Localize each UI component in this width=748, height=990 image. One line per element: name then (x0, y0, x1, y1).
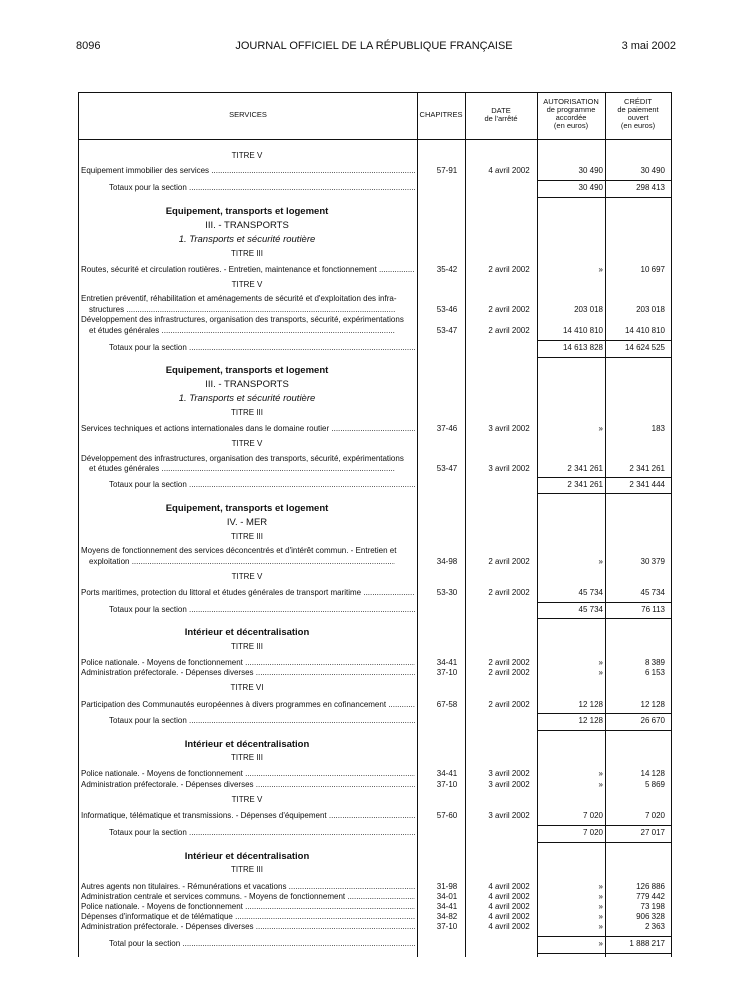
row-date: 2 avril 2002 (488, 326, 530, 335)
row-credit: 30 379 (640, 557, 665, 566)
row-chapter: 37-10 (436, 780, 458, 789)
section-caption: TITRE III (231, 408, 263, 417)
row-date: 4 avril 2002 (488, 922, 530, 931)
row-credit: 8 389 (644, 658, 665, 667)
row-credit: 45 734 (640, 588, 665, 597)
row-credit: 6 153 (644, 668, 665, 677)
section-caption: TITRE III (231, 865, 263, 874)
row-credit: 10 697 (640, 265, 665, 274)
row-label: Autres agents non titulaires. - Rémunérations et vacations ..... (81, 882, 415, 891)
table-row (79, 700, 671, 712)
row-label: Administration préfectorale. - Dépenses diverses ..... (81, 780, 415, 789)
row-date: 4 avril 2002 (488, 166, 530, 175)
row-credit: 2 363 (644, 922, 665, 931)
col-header-date-line: DATE (491, 106, 511, 115)
row-authorisation: » (598, 922, 603, 931)
row-date: 2 avril 2002 (488, 700, 530, 709)
row-chapter: 34-82 (436, 912, 458, 921)
total-row (79, 183, 671, 195)
row-authorisation: 30 490 (578, 166, 603, 175)
row-label: Dépenses d'informatique et de télématique ..... (81, 912, 415, 921)
total-rule (537, 180, 671, 181)
row-authorisation: » (598, 424, 603, 433)
row-chapter: 34-41 (436, 658, 458, 667)
row-credit: 14 410 810 (624, 326, 665, 335)
row-label: Police nationale. - Moyens de fonctionnement ..... (81, 902, 415, 911)
col-header-auth-line: (en euros) (553, 121, 589, 130)
row-authorisation: 14 410 810 (562, 326, 603, 335)
row-authorisation: » (598, 668, 603, 677)
row-date: 2 avril 2002 (488, 588, 530, 597)
row-credit: 76 113 (641, 605, 665, 614)
col-header-credit-line: ouvert (627, 113, 649, 122)
row-label: Routes, sécurité et circulation routières. - Entretien, maintenance et fonctionnement ..... (81, 265, 415, 274)
table-row (79, 588, 671, 600)
row-date: 4 avril 2002 (488, 912, 530, 921)
row-label: Développement des infrastructures, organisation des transports, sécurité, expérimentations (81, 315, 404, 324)
row-label: Totaux pour la section ..... (109, 828, 415, 837)
row-authorisation: » (598, 557, 603, 566)
issue-date: 3 mai 2002 (621, 40, 676, 52)
row-authorisation: » (598, 882, 603, 891)
row-label: Totaux pour la section ..... (109, 716, 415, 725)
table-row (79, 166, 671, 178)
row-label: Administration préfectorale. - Dépenses diverses ..... (81, 922, 415, 931)
row-label: Services techniques et actions internationales dans le domaine routier ..... (81, 424, 415, 433)
row-chapter: 37-10 (436, 922, 458, 931)
row-credit: 26 670 (640, 716, 665, 725)
total-row (79, 939, 671, 951)
total-row (79, 605, 671, 617)
table-row (79, 668, 671, 680)
row-label: Equipement immobilier des services ..... (81, 166, 415, 175)
row-authorisation: 203 018 (574, 305, 603, 314)
row-credit: 2 341 444 (629, 480, 665, 489)
row-date: 4 avril 2002 (488, 892, 530, 901)
total-rule (537, 197, 671, 198)
row-date: 3 avril 2002 (488, 769, 530, 778)
row-authorisation: 12 128 (578, 716, 603, 725)
total-rule (537, 340, 671, 341)
row-authorisation: 14 613 828 (562, 343, 603, 352)
row-authorisation: 7 020 (582, 811, 603, 820)
section-caption: 1. Transports et sécurité routière (178, 234, 316, 245)
section-caption: IV. - MER (226, 517, 268, 528)
row-credit: 12 128 (640, 700, 665, 709)
total-row (79, 480, 671, 492)
table-row (79, 326, 671, 338)
row-label: et études générales ..... (89, 326, 395, 335)
section-caption: TITRE III (231, 753, 263, 762)
row-credit: 30 490 (640, 166, 665, 175)
row-chapter: 34-01 (436, 892, 458, 901)
total-rule (537, 713, 671, 714)
row-date: 2 avril 2002 (488, 557, 530, 566)
total-rule (537, 357, 671, 358)
row-authorisation: » (598, 939, 603, 948)
table-row (79, 557, 671, 569)
row-authorisation: 45 734 (578, 605, 603, 614)
row-authorisation: » (598, 658, 603, 667)
row-authorisation: 45 734 (578, 588, 603, 597)
total-rule (537, 730, 671, 731)
row-authorisation: » (598, 265, 603, 274)
ministry-caption: Intérieur et décentralisation (184, 739, 310, 750)
row-credit: 1 888 217 (629, 939, 665, 948)
table-row (79, 922, 671, 934)
row-authorisation: » (598, 769, 603, 778)
row-chapter: 53-30 (436, 588, 458, 597)
row-date: 2 avril 2002 (488, 668, 530, 677)
row-chapter: 37-46 (436, 424, 458, 433)
section-caption: TITRE III (231, 249, 263, 258)
row-label: Informatique, télématique et transmissions. - Dépenses d'équipement ..... (81, 811, 415, 820)
total-row (79, 343, 671, 355)
row-date: 3 avril 2002 (488, 424, 530, 433)
header-rule (79, 139, 671, 140)
total-rule (537, 936, 671, 937)
total-rule (537, 477, 671, 478)
table-row (79, 464, 671, 476)
row-chapter: 37-10 (436, 668, 458, 677)
row-label: Développement des infrastructures, organisation des transports, sécurité, expérimentations (81, 454, 404, 463)
ministry-caption: Intérieur et décentralisation (184, 627, 310, 638)
ministry-caption: Equipement, transports et logement (165, 365, 329, 376)
row-chapter: 34-41 (436, 902, 458, 911)
row-credit: 14 624 525 (624, 343, 665, 352)
row-authorisation: 30 490 (578, 183, 603, 192)
row-credit: 183 (651, 424, 665, 433)
row-credit: 73 198 (640, 902, 665, 911)
col-header-chapitres: CHAPITRES (419, 110, 463, 119)
row-chapter: 67-58 (436, 700, 458, 709)
row-label: exploitation ..... (89, 557, 395, 566)
row-credit: 906 328 (636, 912, 665, 921)
table-row (79, 265, 671, 277)
total-row (79, 716, 671, 728)
section-caption: III. - TRANSPORTS (205, 379, 289, 390)
col-header-date (465, 107, 537, 123)
row-credit: 7 020 (644, 811, 665, 820)
row-date: 3 avril 2002 (488, 780, 530, 789)
row-authorisation: » (598, 902, 603, 911)
row-label: Participation des Communautés européennes à divers programmes en cofinancement ..... (81, 700, 415, 709)
row-credit: 2 341 261 (629, 464, 665, 473)
section-caption: TITRE V (231, 572, 263, 581)
row-credit: 5 869 (644, 780, 665, 789)
row-label: Police nationale. - Moyens de fonctionnement ..... (81, 769, 415, 778)
row-chapter: 35-42 (436, 265, 458, 274)
col-header-services: SERVICES (229, 110, 267, 119)
total-rule (537, 493, 671, 494)
page-number: 8096 (76, 40, 101, 52)
row-authorisation: » (598, 780, 603, 789)
col-header-credit-line: CRÉDIT (624, 97, 652, 106)
row-label: Entretien préventif, réhabilitation et aménagements de sécurité et d'exploitation des infra- (81, 294, 397, 303)
row-date: 2 avril 2002 (488, 265, 530, 274)
section-caption: III. - TRANSPORTS (205, 220, 289, 231)
row-chapter: 53-46 (436, 305, 458, 314)
row-chapter: 34-98 (436, 557, 458, 566)
row-label: Moyens de fonctionnement des services déconcentrés et d'intérêt commun. - Entretien et (81, 546, 397, 555)
row-authorisation: » (598, 912, 603, 921)
row-label: structures ..... (89, 305, 395, 314)
col-header-credit (605, 98, 671, 130)
row-date: 4 avril 2002 (488, 882, 530, 891)
section-caption: TITRE V (231, 151, 263, 160)
row-date: 2 avril 2002 (488, 305, 530, 314)
row-credit: 298 413 (636, 183, 665, 192)
col-header-credit-line: (en euros) (620, 121, 656, 130)
row-authorisation: 2 341 261 (567, 464, 603, 473)
row-label: Totaux pour la section ..... (109, 343, 415, 352)
ministry-caption: Intérieur et décentralisation (184, 851, 310, 862)
row-label: Totaux pour la section ..... (109, 480, 415, 489)
row-label: Police nationale. - Moyens de fonctionnement ..... (81, 658, 415, 667)
row-authorisation: 12 128 (578, 700, 603, 709)
row-label: et études générales ..... (89, 464, 395, 473)
row-date: 3 avril 2002 (488, 464, 530, 473)
row-date: 4 avril 2002 (488, 902, 530, 911)
row-chapter: 57-60 (436, 811, 458, 820)
row-credit: 27 017 (640, 828, 665, 837)
row-chapter: 31-98 (436, 882, 458, 891)
table-row (79, 811, 671, 823)
section-caption: TITRE V (231, 439, 263, 448)
row-label: Totaux pour la section ..... (109, 605, 415, 614)
col-header-autorisation (537, 98, 605, 130)
section-caption: TITRE III (231, 642, 263, 651)
total-rule (537, 953, 671, 954)
credits-table (78, 92, 672, 957)
section-caption: TITRE VI (230, 683, 264, 692)
ministry-caption: Equipement, transports et logement (165, 206, 329, 217)
row-date: 2 avril 2002 (488, 658, 530, 667)
total-rule (537, 842, 671, 843)
total-rule (537, 602, 671, 603)
total-row (79, 828, 671, 840)
total-rule (537, 825, 671, 826)
section-caption: TITRE V (231, 795, 263, 804)
ministry-caption: Equipement, transports et logement (165, 503, 329, 514)
row-credit: 14 128 (640, 769, 665, 778)
row-label: Administration centrale et services communs. - Moyens de fonctionnement ..... (81, 892, 415, 901)
row-label: Ports maritimes, protection du littoral et études générales de transport maritime ..... (81, 588, 415, 597)
row-chapter: 53-47 (436, 464, 458, 473)
row-label: Total pour la section ..... (109, 939, 415, 948)
section-caption: 1. Transports et sécurité routière (178, 393, 316, 404)
row-authorisation: 2 341 261 (567, 480, 603, 489)
row-label: Administration préfectorale. - Dépenses diverses ..... (81, 668, 415, 677)
col-header-date-line: de l'arrêté (484, 114, 518, 123)
col-header-auth-line: de programme (546, 105, 596, 114)
journal-title: JOURNAL OFFICIEL DE LA RÉPUBLIQUE FRANÇAISE (235, 40, 513, 52)
row-credit: 779 442 (636, 892, 665, 901)
section-caption: TITRE V (231, 280, 263, 289)
col-header-credit-line: de paiement (617, 105, 659, 114)
row-chapter: 53-47 (436, 326, 458, 335)
row-chapter: 34-41 (436, 769, 458, 778)
row-date: 3 avril 2002 (488, 811, 530, 820)
row-credit: 203 018 (636, 305, 665, 314)
col-header-auth-line: accordée (555, 113, 587, 122)
row-chapter: 57-91 (436, 166, 458, 175)
row-credit: 126 886 (636, 882, 665, 891)
row-authorisation: 7 020 (582, 828, 603, 837)
section-caption: TITRE III (231, 532, 263, 541)
table-row (79, 780, 671, 792)
total-rule (537, 618, 671, 619)
table-row (79, 424, 671, 436)
row-label: Totaux pour la section ..... (109, 183, 415, 192)
col-header-auth-line: AUTORISATION (543, 97, 599, 106)
row-authorisation: » (598, 892, 603, 901)
